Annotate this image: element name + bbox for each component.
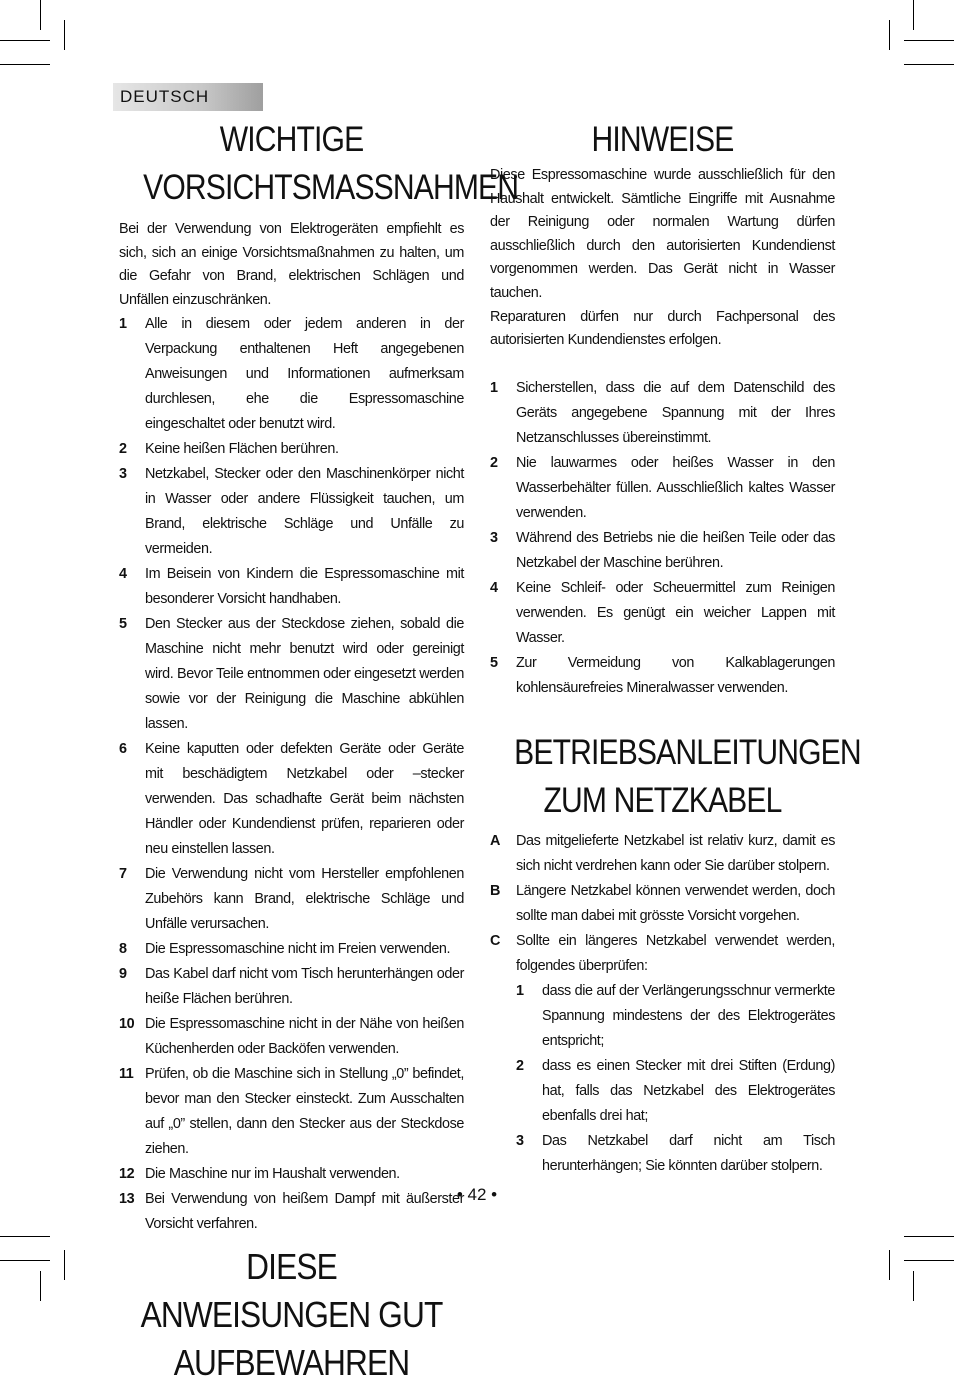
list-item-text: Keine kaputten oder defekten Geräte oder Geräte mit beschädigtem Netzkabel oder –stecker verwenden. Das schadhafte Gerät beim nächsten Händler oder Kundendienst prüfen, reparieren oder neu einstellen lassen. <box>145 741 464 858</box>
list-item-number: 6 <box>119 741 127 758</box>
list-item-number: 3 <box>490 529 498 546</box>
list-item-text: Zur Vermeidung von Kalkablagerungen kohlensäurefreies Mineralwasser verwenden. <box>516 654 835 696</box>
crop-mark <box>904 64 954 65</box>
list-item <box>490 451 835 526</box>
list-item-number: 8 <box>119 941 127 958</box>
crop-mark <box>889 20 890 50</box>
list-item <box>119 1062 464 1162</box>
crop-mark <box>0 1236 50 1237</box>
safety-title: WICHTIGE VORSICHTSMASSNAHMEN <box>143 120 519 207</box>
list-item <box>490 929 835 979</box>
safety-intro: Bei der Verwendung von Elektrogeräten empfiehlt es sich, sich an einige Vorsichtsmaßnahmen zu halten, um die Gefahr von Brand, elektrischen Schlägen und Unfällen einzuschränken. <box>119 221 464 308</box>
language-tab <box>113 83 263 111</box>
list-item-text: Den Stecker aus der Steckdose ziehen, sobald die Maschine nicht mehr benutzt wird oder gereinigt wird. Bevor Teile entnommen oder eingesetzt werden sowie vor der Reinigung die Maschine abkühlen lassen. <box>145 616 464 733</box>
list-item <box>119 312 464 437</box>
notes-list <box>490 376 835 701</box>
safety-list <box>119 312 464 1237</box>
list-item-text: Sollte ein längeres Netzkabel verwendet werden, folgendes überprüfen: <box>516 932 835 974</box>
list-item <box>516 1129 835 1179</box>
list-item-number: 12 <box>119 1166 135 1183</box>
list-item <box>119 1162 464 1187</box>
cable-sublist <box>516 979 835 1179</box>
list-item-text: Nie lauwarmes oder heißes Wasser in den Wasserbehälter füllen. Ausschließlich kaltes Wasser verwenden. <box>516 454 835 521</box>
list-item-number: 1 <box>119 316 127 333</box>
list-item-number: 7 <box>119 866 127 883</box>
crop-mark <box>889 1250 890 1280</box>
list-item <box>119 962 464 1012</box>
crop-mark <box>40 1271 41 1301</box>
list-item-text: Alle in diesem oder jedem anderen in der Verpackung enthaltenen Heft angegebenen Anweisungen und Informationen aufmerksam durchlesen, ehe die Espressomaschine eingeschaltet oder benutzt wird. <box>145 316 464 433</box>
crop-mark <box>0 64 50 65</box>
list-item-number: 3 <box>516 1132 524 1149</box>
list-item-text: Die Verwendung nicht vom Hersteller empfohlenen Zubehörs kann Brand, elektrische Schläge und Unfälle verursachen. <box>145 866 464 933</box>
list-item <box>119 562 464 612</box>
crop-mark <box>64 20 65 50</box>
list-item-text: Im Beisein von Kindern die Espressomaschine mit besonderer Vorsicht handhaben. <box>145 566 464 608</box>
list-item <box>490 879 835 929</box>
list-item-text: Die Espressomaschine nicht in der Nähe von heißen Küchenherden oder Backöfen verwenden. <box>145 1016 464 1058</box>
list-item-number: 2 <box>119 441 127 458</box>
list-item <box>490 526 835 576</box>
list-item-number: 10 <box>119 1016 135 1033</box>
list-item-number: C <box>490 932 500 949</box>
list-item-text: Bei Verwendung von heißem Dampf mit äußerster Vorsicht verfahren. <box>145 1191 464 1233</box>
list-item <box>490 651 835 701</box>
list-item <box>119 1012 464 1062</box>
list-item-number: 9 <box>119 966 127 983</box>
list-item-number: 2 <box>516 1057 524 1074</box>
list-item <box>490 376 835 451</box>
page-number: • 42 • <box>456 1185 498 1204</box>
crop-mark <box>904 40 954 41</box>
list-item-text: Die Espressomaschine nicht im Freien verwenden. <box>145 941 451 958</box>
list-item-text: Das Netzkabel darf nicht am Tisch herunterhängen; Sie könnten darüber stolpern. <box>542 1132 835 1174</box>
list-item-text: Das Kabel darf nicht vom Tisch herunterhängen oder heiße Flächen berühren. <box>145 966 464 1008</box>
list-item-number: 11 <box>119 1066 134 1083</box>
list-item-number: 1 <box>516 982 524 999</box>
list-item-text: Keine Schleif- oder Scheuermittel zum Reinigen verwenden. Es genügt ein weicher Lappen mit Wasser. <box>516 579 835 646</box>
list-item <box>119 937 464 962</box>
crop-mark <box>904 1236 954 1237</box>
list-item-number: 13 <box>119 1191 135 1208</box>
language-label: DEUTSCH <box>120 87 210 106</box>
list-item <box>119 612 464 737</box>
list-item-text: dass die auf der Verlängerungsschnur vermerkte Spannung mindestens der des Elektrogerätes entspricht; <box>542 982 835 1049</box>
list-item <box>516 1054 835 1129</box>
crop-mark <box>913 1271 914 1301</box>
notes-paragraph-1: Diese Espressomaschine wurde ausschließlich für den Haushalt entwickelt. Sämtliche Eingriffe mit Ausnahme der Reinigung oder normalen Wartung dürfen ausschließlich durch den autorisierten Kundendienst vorgenommen werden. Das Gerät nicht in Wasser tauchen. <box>490 167 835 301</box>
right-column <box>490 116 861 1179</box>
list-item <box>119 462 464 562</box>
list-item-number: B <box>490 882 500 899</box>
notes-title: HINWEISE <box>591 120 734 159</box>
list-item-number: A <box>490 832 500 849</box>
list-item-number: 2 <box>490 454 498 471</box>
list-item <box>490 829 835 879</box>
list-item-text: Während des Betriebs nie die heißen Teile oder das Netzkabel der Maschine berühren. <box>516 529 835 571</box>
crop-mark <box>904 1260 954 1261</box>
list-item <box>516 979 835 1054</box>
cable-list <box>490 829 835 979</box>
list-item-text: Keine heißen Flächen berühren. <box>145 441 339 458</box>
keep-instructions-heading: DIESE ANWEISUNGEN GUT AUFBEWAHREN <box>140 1246 443 1384</box>
list-item-text: Prüfen, ob die Maschine sich in Stellung „0” befindet, bevor man den Stecker einsteckt. Zum Ausschalten auf „0” stellen, dann den Stecker aus der Steckdose ziehen. <box>145 1066 464 1158</box>
cable-instructions-title: BETRIEBSANLEITUNGEN ZUM NETZKABEL <box>514 732 861 820</box>
crop-mark <box>64 1250 65 1280</box>
list-item-text: Netzkabel, Stecker oder den Maschinenkörper nicht in Wasser oder andere Flüssigkeit tauchen, um Brand, elektrische Schläge und Unfälle zu vermeiden. <box>145 466 464 558</box>
list-item <box>119 437 464 462</box>
crop-mark <box>0 40 50 41</box>
list-item <box>490 576 835 651</box>
list-item-number: 5 <box>490 654 498 671</box>
list-item-number: 4 <box>119 566 127 583</box>
crop-mark <box>40 0 41 30</box>
list-item <box>119 862 464 937</box>
list-item <box>119 737 464 862</box>
list-item-number: 1 <box>490 379 498 396</box>
list-item-number: 5 <box>119 616 127 633</box>
list-item-text: Das mitgelieferte Netzkabel ist relativ kurz, damit es sich nicht verdrehen kann oder Sie darüber stolpern. <box>516 832 835 874</box>
crop-mark <box>913 0 914 30</box>
list-item-text: Längere Netzkabel können verwendet werden, doch sollte man dabei mit grösste Vorsicht vorgehen. <box>516 882 835 924</box>
notes-paragraph-2: Reparaturen dürfen nur durch Fachpersonal des autorisierten Kundendienstes erfolgen. <box>490 308 835 349</box>
list-item-number: 3 <box>119 466 127 483</box>
list-item-text: Die Maschine nur im Haushalt verwenden. <box>145 1166 400 1183</box>
crop-mark <box>0 1260 50 1261</box>
list-item-text: Sicherstellen, dass die auf dem Datenschild des Geräts angegebene Spannung mit der Ihres Netzanschlusses übereinstimmt. <box>516 379 835 446</box>
list-item-text: dass es einen Stecker mit drei Stiften (Erdung) hat, falls das Netzkabel des Elektrogerätes ebenfalls drei hat; <box>542 1057 835 1124</box>
list-item-number: 4 <box>490 579 498 596</box>
